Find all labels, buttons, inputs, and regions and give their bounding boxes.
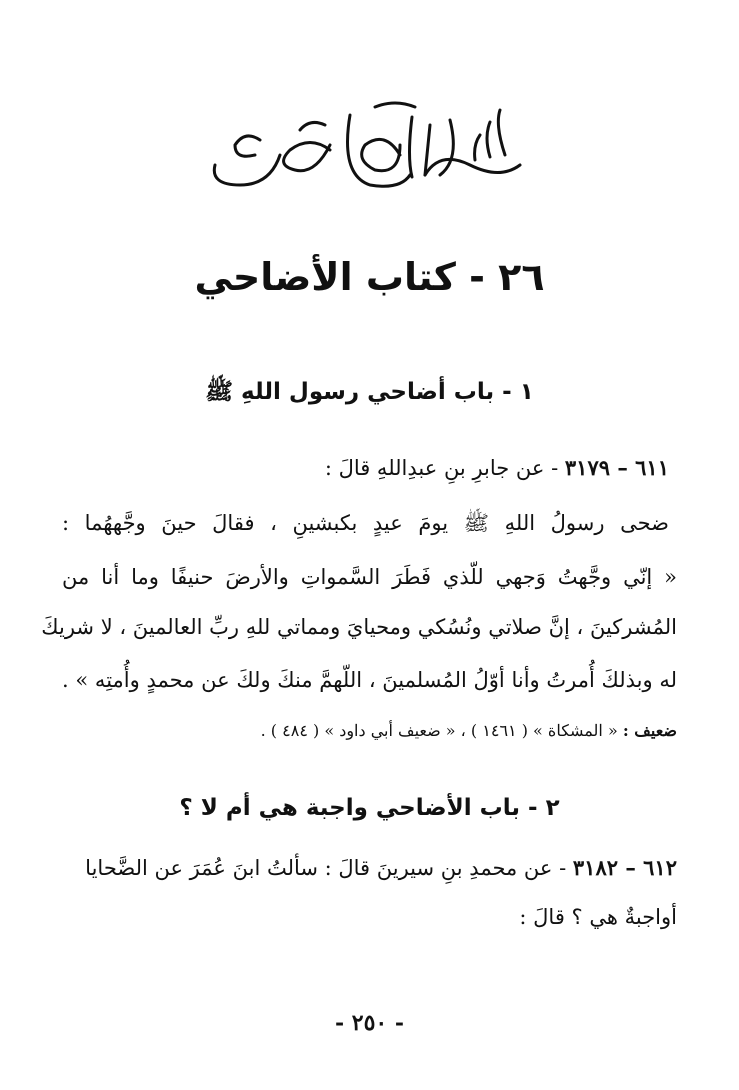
hadith-612-header <box>62 855 677 880</box>
hadith-612-line-1: أواجبةٌ هي ؟ قالَ : <box>519 905 677 929</box>
hadith-611-number: ٦١١ – ٣١٧٩ <box>564 455 669 480</box>
grade-label: ضعيف : <box>622 721 677 740</box>
basmala-calligraphy <box>200 95 535 205</box>
hadith-611-line-2: « إنّي وجَّهتُ وَجهي للّذي فَطَرَ السَّمواتِ والأرضَ حنيفًا وما أنا من <box>62 565 677 589</box>
hadith-612-number: ٦١٢ – ٣١٨٢ <box>572 855 677 880</box>
hadith-611-grade <box>62 721 677 740</box>
grade-text: « المشكاة » ( ١٤٦١ ) ، « ضعيف أبي داود » ( ٤٨٤ ) . <box>260 721 623 740</box>
hadith-611-header <box>62 455 669 480</box>
chapter-heading-1: ١ - باب أضاحي رسول اللهِ ﷺ <box>205 379 534 405</box>
page-number: - ٢٥٠ - <box>334 1010 405 1036</box>
basmala-calligraphy-icon <box>200 95 535 205</box>
hadith-612-intro: - عن محمدِ بنِ سيرينَ قالَ : سألتُ ابنَ عُمَرَ عن الضَّحايا <box>85 856 573 880</box>
hadith-611-line-3: المُشركينَ ، إنَّ صلاتي ونُسُكي ومحيايَ ومماتي للهِ ربِّ العالمينَ ، لا شريكَ <box>41 615 677 639</box>
hadith-611-line-4: له وبذلكَ أُمرتُ وأنا أوّلُ المُسلمينَ ، اللّهمَّ منكَ ولكَ عن محمدٍ وأُمتِه » . <box>62 668 677 692</box>
hadith-611-line-1: ضحى رسولُ اللهِ ﷺ يومَ عيدٍ بكبشينِ ، فقالَ حينَ وجَّههُما : <box>62 511 669 535</box>
book-title: ٢٦ - كتاب الأضاحي <box>194 255 545 299</box>
hadith-611-intro: - عن جابرِ بنِ عبدِاللهِ قالَ : <box>324 456 565 480</box>
chapter-heading-2: ٢ - باب الأضاحي واجبة هي أم لا ؟ <box>179 795 560 821</box>
